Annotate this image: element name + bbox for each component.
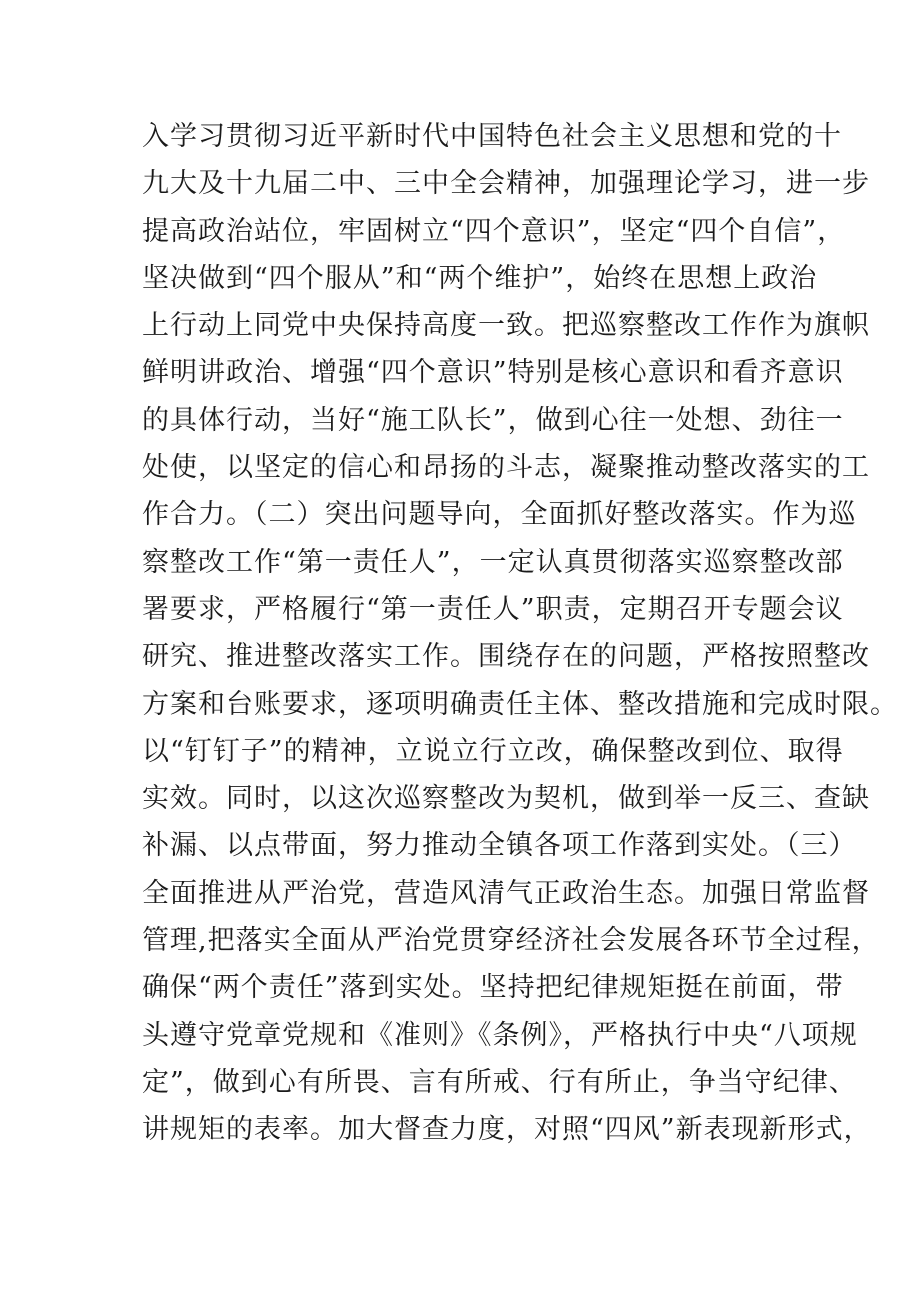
text-line: 补漏、以点带面，努力推动全镇各项工作落到实处。（三）	[142, 830, 857, 862]
text-line: 察整改工作“第一责任人”，一定认真贯彻落实巡察整改部	[142, 546, 844, 578]
text-line: 提高政治站位，牢固树立“四个意识”，坚定“四个自信”，	[142, 215, 846, 247]
text-line: 鲜明讲政治、增强“四个意识”特别是核心意识和看齐意识	[142, 357, 844, 389]
text-line: 实效。同时，以这次巡察整改为契机，做到举一反三、查缺	[142, 783, 870, 815]
text-line: 的具体行动，当好“施工队长”，做到心往一处想、劲往一	[142, 404, 844, 436]
text-line: 管理,把落实全面从严治党贯穿经济社会发展各环节全过程，	[142, 925, 880, 957]
text-line: 坚决做到“四个服从”和“两个维护”，始终在思想上政治	[142, 262, 818, 294]
text-line: 入学习贯彻习近平新时代中国特色社会主义思想和党的十	[142, 121, 842, 152]
text-line: 全面推进从严治党，营造风清气正政治生态。加强日常监督	[142, 877, 870, 909]
text-line: 方案和台账要求，逐项明确责任主体、整改措施和完成时限。	[142, 688, 898, 720]
text-line: 以“钉钉子”的精神，立说立行立改，确保整改到位、取得	[142, 735, 844, 767]
text-line: 头遵守党章党规和《准则》《条例》，严格执行中央“八项规	[142, 1019, 858, 1051]
text-line: 讲规矩的表率。加大督查力度，对照“四风”新表现新形式，	[142, 1114, 872, 1146]
text-line: 定”，做到心有所畏、言有所戒、行有所止，争当守纪律、	[142, 1066, 857, 1098]
text-line: 署要求，严格履行“第一责任人”职责，定期召开专题会议	[142, 593, 844, 625]
text-line: 九大及十九届二中、三中全会精神，加强理论学习，进一步	[142, 168, 870, 200]
text-line: 作合力。（二）突出问题导向，全面抓好整改落实。作为巡	[142, 499, 857, 531]
text-line: 处使，以坚定的信心和昂扬的斗志，凝聚推动整改落实的工	[142, 452, 870, 484]
body-text	[142, 113, 898, 1154]
text-line: 研究、推进整改落实工作。围绕存在的问题，严格按照整改	[142, 641, 870, 673]
text-line: 上行动上同党中央保持高度一致。把巡察整改工作作为旗帜	[142, 310, 870, 342]
text-line: 确保“两个责任”落到实处。坚持把纪律规矩挺在前面，带	[142, 972, 844, 1004]
